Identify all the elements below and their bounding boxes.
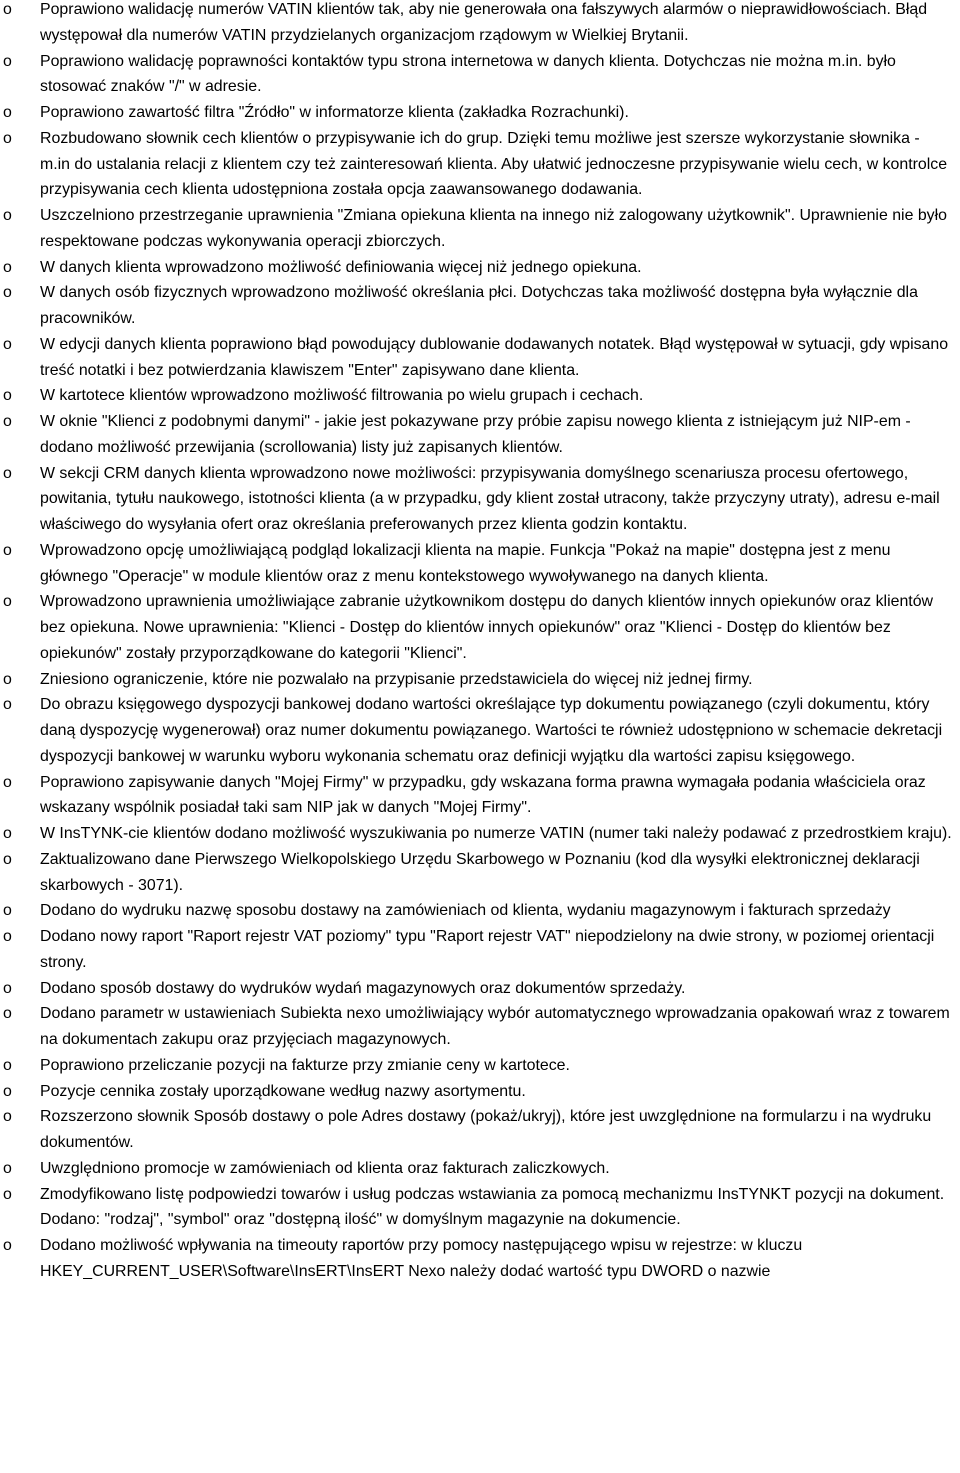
list-item [0,409,960,461]
list-item [0,1053,960,1079]
list-item [0,203,960,255]
bullet-marker: o [3,773,12,791]
list-item [0,280,960,332]
bullet-marker: o [3,1185,12,1203]
list-item-text: Zmodyfikowano listę podpowiedzi towarów i usług podczas wstawiania za pomocą mechanizmu InsTYNKT pozycji na dokument. Dodano: "rodzaj", "symbol" oraz "dostępną ilość" w domyślnym magazynie na dokumencie. [40,1185,945,1229]
list-item-text: W InsTYNK-cie klientów dodano możliwość wyszukiwania po numerze VATIN (numer taki należy podawać z przedrostkiem kraju). [40,825,952,842]
bullet-marker: o [3,413,12,430]
list-item-text: Poprawiono zapisywanie danych "Mojej Firmy" w przypadku, gdy wskazana forma prawna wymagała podania właściciela oraz wskazany wspólnik posiadał taki sam NIP jak w danych "Mojej Firmy". [40,773,926,817]
bullet-marker: o [3,928,12,945]
bullet-marker: o [3,1082,12,1100]
bullet-marker: o [3,464,12,482]
list-item-text: Rozbudowano słownik cech klientów o przypisywanie ich do grup. Dzięki temu możliwe jest szersze wykorzystanie słownika - m.in do ustalania relacji z klientem czy też zainteresowań klienta. Aby ułatwić jednoczesne przypisywanie wielu cech, w kontrolce przypisywania cech klienta udostępniona została opcja zaawansowanego dodawania. [40,129,948,199]
bullet-marker: o [3,129,12,147]
list-item-text: Uwzględniono promocje w zamówieniach od klienta oraz fakturach zaliczkowych. [40,1159,610,1177]
bullet-marker: o [3,850,12,868]
list-item-text: Rozszerzono słownik Sposób dostawy o pole Adres dostawy (pokaż/ukryj), które jest uwzględnione na formularzu i na wydruku dokumentów. [40,1108,932,1151]
list-item-text: W oknie "Klienci z podobnymi danymi" - jakie jest pokazywane przy próbie zapisu nowego klienta z istniejącym już NIP-em - dodano możliwość przewijania (scrollowania) listy już zapisanych klientów. [40,413,911,456]
list-item-text: W sekcji CRM danych klienta wprowadzono nowe możliwości: przypisywania domyślnego scenariusza procesu ofertowego, powitania, tytułu naukowego, istotności klienta (a w przypadku, gdy klient został utracony, także przyczyny utraty), adresu e-mail właściwego do wysyłania ofert oraz określania preferowanych przez klienta godzin kontaktu. [40,464,940,533]
list-item [0,692,960,769]
list-item-text: Wprowadzono uprawnienia umożliwiające zabranie użytkownikom dostępu do danych klientów innych opiekunów oraz klientów bez opiekuna. Nowe uprawnienia: "Klienci - Dostęp do klientów innych opiekunów" oraz "Klienci - Dostęp do klientów bez opiekunów" zostały przyporządkowane do kategorii "Klienci". [40,593,934,662]
list-item-text: Zaktualizowano dane Pierwszego Wielkopolskiego Urzędu Skarbowego w Poznaniu (kod dla wysyłki elektronicznej deklaracji skarbowych - 3071). [40,850,920,894]
bullet-marker: o [3,1108,12,1126]
bullet-marker: o [3,335,12,353]
list-item [0,667,960,693]
bullet-marker: o [3,387,12,405]
bullet-marker: o [3,541,12,559]
list-item [0,126,960,203]
bullet-marker: o [3,979,12,997]
list-item [0,1001,960,1053]
list-item [0,1156,960,1182]
list-item-text: Uszczelniono przestrzeganie uprawnienia "Zmiana opiekuna klienta na innego niż zalogowany użytkownik". Uprawnienie nie było respektowane podczas wykonywania operacji zbiorczych. [40,207,947,250]
bullet-marker: o [3,902,12,920]
list-item-text: W kartotece klientów wprowadzono możliwość filtrowania po wielu grupach i cechach. [40,387,644,405]
list-item-text: Zniesiono ograniczenie, które nie pozwalało na przypisanie przedstawiciela do więcej niż jednej firmy. [40,670,753,688]
list-item [0,589,960,666]
list-item-text: W edycji danych klienta poprawiono błąd powodujący dublowanie dodawanych notatek. Błąd występował w sytuacji, gdy wpisano treść notatki i bez potwierdzania klawiszem "Enter" zapisywano dane klienta. [40,335,949,379]
bullet-marker: o [3,1005,12,1023]
list-item [0,847,960,899]
list-item-text: Dodano nowy raport "Raport rejestr VAT poziomy" typu "Raport rejestr VAT" niepodzielony na dwie strony, w poziomej orientacji strony. [40,928,935,971]
list-item [0,1182,960,1234]
list-item-text: Dodano parametr w ustawieniach Subiekta nexo umożliwiający wybór automatycznego wprowadzania opakowań wraz z towarem na dokumentach zakupu oraz przyjęciach magazynowych. [40,1005,950,1048]
bullet-marker: o [3,696,12,714]
bullet-marker: o [3,593,12,611]
list-item-text: Poprawiono zawartość filtra "Źródło" w informatorze klienta (zakładka Rozrachunki). [40,104,629,121]
list-item [0,49,960,101]
list-item [0,821,960,847]
bullet-marker: o [3,1056,12,1074]
bullet-marker: o [3,284,12,302]
list-item [0,1079,960,1105]
list-item-text: Pozycje cennika zostały uporządkowane według nazwy asortymentu. [40,1082,526,1100]
list-item-text: Dodano sposób dostawy do wydruków wydań magazynowych oraz dokumentów sprzedaży. [40,979,686,997]
list-item-text: Dodano możliwość wpływania na timeouty raportów przy pomocy następującego wpisu w rejestrze: w kluczu HKEY_CURRENT_USER\Software\InsERT\InsERT Nexo należy dodać wartość typu DWORD o nazwie [40,1237,803,1280]
bullet-marker: o [3,1237,12,1254]
list-item [0,976,960,1002]
list-item [0,1233,960,1285]
bullet-marker: o [3,104,12,121]
list-item [0,538,960,590]
list-item [0,332,960,384]
list-item [0,383,960,409]
list-item-text: W danych klienta wprowadzono możliwość definiowania więcej niż jednego opiekuna. [40,258,642,276]
list-item-text: Dodano do wydruku nazwę sposobu dostawy na zamówieniach od klienta, wydaniu magazynowym i fakturach sprzedaży [40,902,891,920]
list-item [0,770,960,822]
bullet-marker: o [3,1,12,18]
list-item [0,0,960,49]
bullet-marker: o [3,670,12,688]
bullet-marker: o [3,1159,12,1177]
bullet-marker: o [3,52,12,70]
bullet-marker: o [3,207,12,224]
list-item [0,461,960,538]
list-item [0,1104,960,1156]
list-item-text: Poprawiono walidację poprawności kontaktów typu strona internetowa w danych klienta. Dotychczas nie można m.in. było stosować znaków "/" w adresie. [40,52,896,96]
list-item [0,898,960,924]
list-item-text: Poprawiono walidację numerów VATIN klientów tak, aby nie generowała ona fałszywych alarmów o nieprawidłowościach. Błąd występował dla numerów VATIN przydzielanych organizacjom rządowym w Wielkiej Brytanii. [40,1,928,44]
list-item [0,100,960,126]
list-item-text: Do obrazu księgowego dyspozycji bankowej dodano wartości określające typ dokumentu powiązanego (czyli dokumentu, który daną dyspozycję wygenerował) oraz numer dokumentu powiązanego. Wartości te również udostępniono w schemacie dekretacji dyspozycji bankowej w warunku wyboru wykonania schematu oraz definicji wyjątku dla wartości zapisu księgowego. [40,696,943,765]
bullet-marker: o [3,258,12,276]
list-item-text: Wprowadzono opcję umożliwiającą podgląd lokalizacji klienta na mapie. Funkcja "Pokaż na mapie" dostępna jest z menu głównego "Operacje" w module klientów oraz z menu kontekstowego wywoływanego na danych klienta. [40,541,891,585]
list-item [0,924,960,976]
list-item [0,255,960,281]
list-item-text: W danych osób fizycznych wprowadzono możliwość określania płci. Dotychczas taka możliwość dostępna była wyłącznie dla pracowników. [40,284,918,327]
bullet-marker: o [3,825,12,842]
list-item-text: Poprawiono przeliczanie pozycji na fakturze przy zmianie ceny w kartotece. [40,1056,570,1074]
